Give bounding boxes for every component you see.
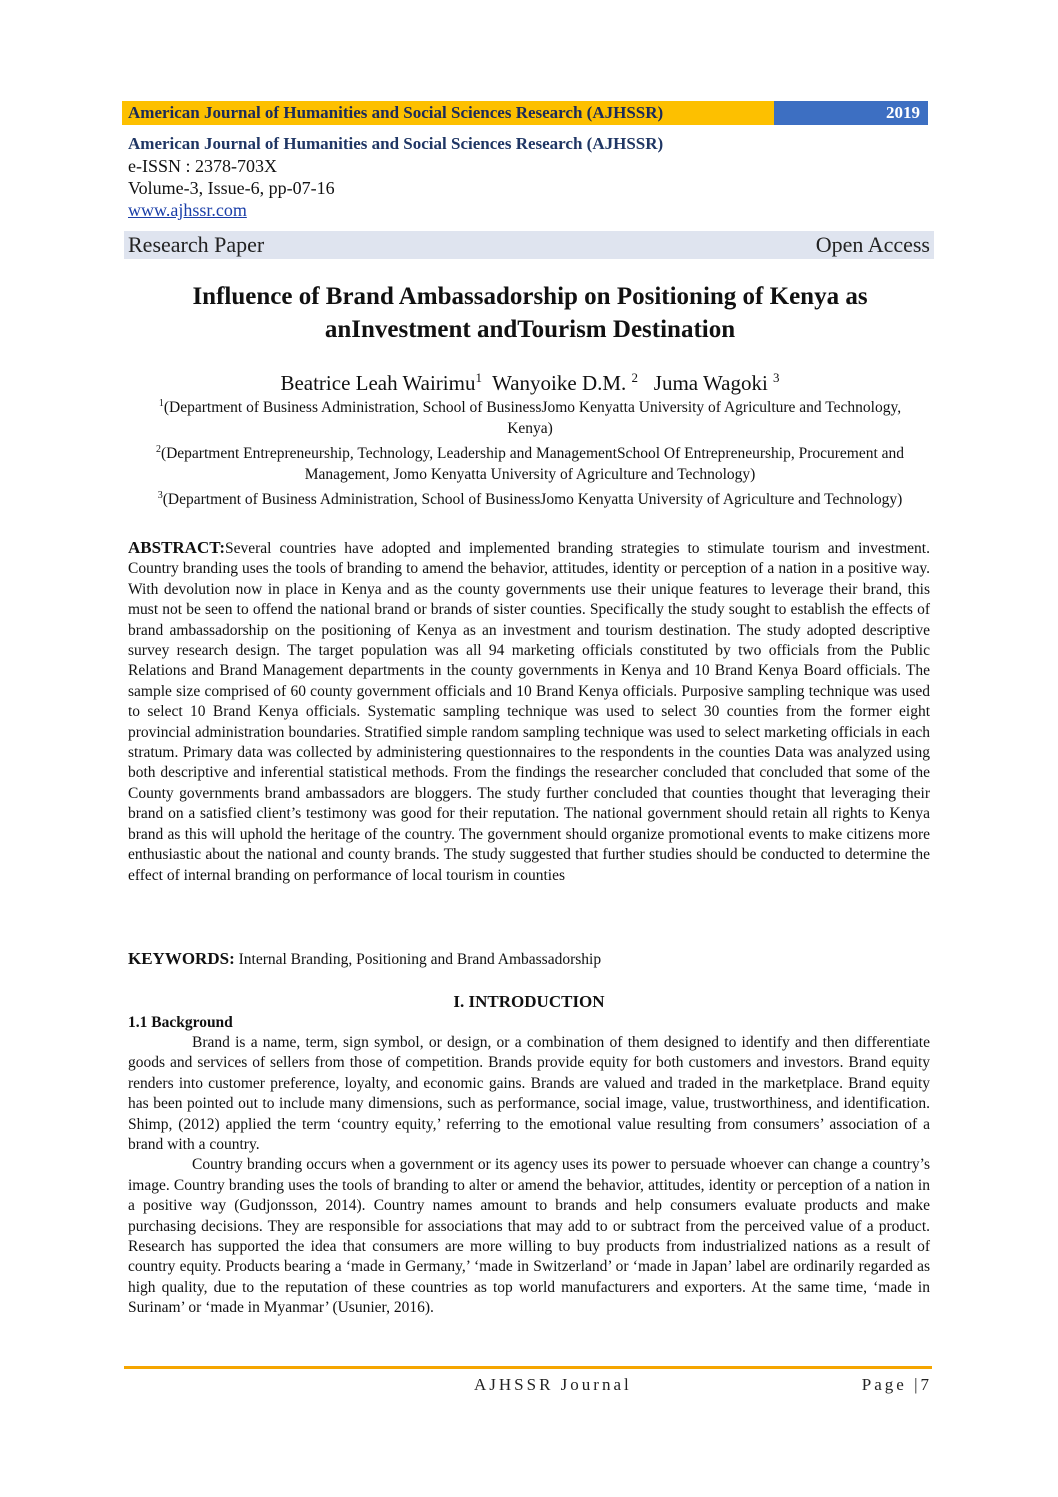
paper-type-label: Research Paper (128, 232, 265, 257)
body-paragraph: Country branding occurs when a government or its agency uses its power to persuade whoever can change a country’s image. Country branding uses the tools of branding to alter or amend the behavior, attitudes, identity or perception of a nation in a positive way (Gudjonsson, 2014). Country names amount to brands and help consumers evaluate products and make purchasing decisions. They are responsible for associations that may add to or subtract from the perceived value of a product. Research has supported the idea that consumers are more willing to buy products from industrialized nations as a result of country equity. Products bearing a ‘made in Germany,’ ‘made in Switzerland’ or ‘made in Japan’ label are ordinarily regarded as high quality, due to the reputation of these countries as top world manufacturers and exporters. At the same time, ‘made in Surinam’ or ‘made in Myanmar’ (Usunier, 2016). (128, 1156, 930, 1317)
paper-title-line-2: anInvestment andTourism Destination (324, 316, 736, 343)
masthead-website-link[interactable]: www.ajhssr.com (128, 200, 247, 220)
running-header-year: 2019 (774, 101, 928, 125)
author-affiliation-mark: 3 (773, 370, 780, 385)
affiliation-item (140, 439, 920, 485)
author-name: Juma Wagoki (653, 371, 774, 395)
section-heading: I. INTRODUCTION (453, 992, 605, 1011)
affiliation-item (140, 485, 920, 510)
abstract-label: ABSTRACT: (128, 538, 225, 557)
keywords-text: Internal Branding, Positioning and Brand Ambassadorship (234, 951, 602, 968)
keywords (128, 949, 930, 970)
affiliation-item (140, 393, 920, 439)
affiliation-mark: 1 (158, 398, 164, 409)
abstract-text: Several countries have adopted and implemented branding strategies to stimulate tourism and investment. Country branding uses the tools of branding to amend the behavior, attitudes, identity or perception of a nation in a positive way. With devolution now in place in Kenya and as the county governments use their unique features to leverage their brand, this must not be seen to offend the national brand or brands of sister counties. Specifically the study sought to establish the effects of brand ambassadorship on the positioning of Kenya as an investment and tourism destination. The study adopted descriptive survey research design. The target population was all 94 marketing officials constituted by two officials from the Public Relations and Brand Management departments in the county governments in Kenya and 10 Brand Kenya Board officials. The sample size comprised of 60 county government officials and 10 Brand Kenya officials. Purposive sampling technique was used to select 10 Brand Kenya officials. Systematic sampling technique was used to select 30 counties from the former eight provincial administration boundaries. Stratified simple random sampling technique was used to select marketing officials in each stratum. Primary data was collected by administering questionnaires to the respondents in the counties Data was analyzed using both descriptive and inferential statistical methods. From the findings the researcher concluded that concluded that some of the County governments brand ambassadors are bloggers. The study further concluded that counties thought that leveraging their brand on a satisfied client’s testimony was good for their reputation. The national government should retain all rights to Kenya brand as this will uphold the heritage of the country. The government should organize promotional events to make citizens more enthusiastic about the national and county brands. The study suggested that further studies should be conducted to determine the effect of internal branding on performance of local tourism in counties (128, 540, 930, 884)
affiliation-text: (Department Entrepreneurship, Technology, Leadership and ManagementSchool Of Entrepreneurship, Procurement and Management, Jomo Kenyatta University of Agriculture and Technology) (160, 445, 905, 484)
author-name: Wanyoike D.M. (492, 371, 632, 395)
author-affiliation-mark: 2 (631, 370, 639, 385)
author-list (120, 365, 940, 396)
affiliation-list (140, 393, 920, 510)
running-header-journal: American Journal of Humanities and Social Sciences Research (AJHSSR) (122, 101, 774, 125)
author-affiliation-mark: 1 (475, 370, 482, 385)
running-header (122, 101, 928, 125)
affiliation-mark: 2 (155, 444, 161, 456)
masthead-volume: Volume-3, Issue-6, pp-07-16 (128, 178, 335, 198)
body-paragraph: Brand is a name, term, sign symbol, or design, or a combination of them designed to identify and then differentiate goods and services of sellers from those of competition. Brands provide equity for both customers and investors. Brand equity renders into customer preference, loyalty, and economic gains. Brands are valued and traded in the marketplace. Brand equity has been pointed out to include many dimensions, such as performance, social image, value, trustworthiness, and identification. Shimp, (2012) applied the term ‘country equity,’ referring to the emotional value resulting from consumers’ association of a brand with a country. (128, 1034, 930, 1154)
page-footer (124, 1375, 932, 1397)
masthead-issn: e-ISSN : 2378-703X (128, 156, 277, 176)
masthead-journal-name: American Journal of Humanities and Social Sciences Research (AJHSSR) (128, 134, 664, 153)
subsection-heading: 1.1 Background (128, 1014, 233, 1031)
affiliation-mark: 3 (157, 490, 163, 502)
paper-type-bar (124, 231, 934, 259)
masthead (128, 133, 934, 221)
affiliation-text: (Department of Business Administration, School of BusinessJomo Kenyatta University of Agriculture and Technology, Kenya) (163, 399, 902, 438)
paper-title (120, 280, 940, 346)
open-access-label: Open Access (815, 232, 930, 257)
footer-page-number: Page |7 (861, 1375, 932, 1394)
abstract (128, 538, 930, 886)
paper-title-line-1: Influence of Brand Ambassadorship on Positioning of Kenya as (192, 283, 868, 310)
keywords-label: KEYWORDS: (128, 949, 235, 968)
footer-divider (124, 1366, 932, 1369)
author-name: Beatrice Leah Wairimu (280, 371, 476, 395)
footer-journal: AJHSSR Journal (474, 1375, 632, 1394)
body-text (128, 1033, 930, 1319)
affiliation-text: (Department of Business Administration, School of BusinessJomo Kenyatta University of Agriculture and Technology) (162, 491, 903, 509)
